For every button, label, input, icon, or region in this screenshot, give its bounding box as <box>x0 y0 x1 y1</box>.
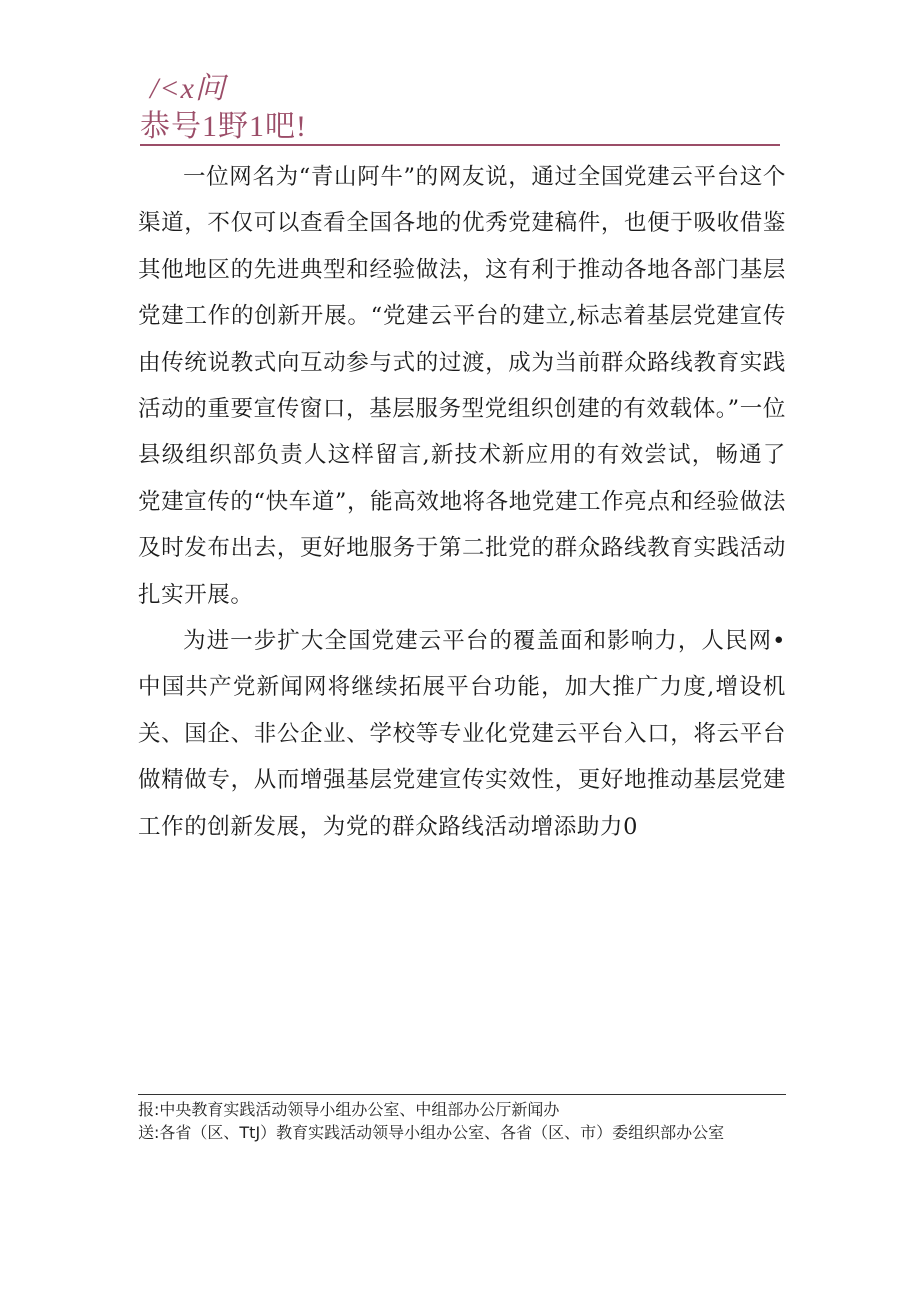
header-divider <box>140 144 780 146</box>
footer-send-text: 各省（区、TtJ）教育实践活动领导小组办公室、各省（区、市）委组织部办公室 <box>159 1123 725 1142</box>
header-title-line1: /<x问 <box>150 72 226 105</box>
footer-send-label: 送: <box>138 1123 160 1142</box>
paragraph-2: 为进一步扩大全国党建云平台的覆盖面和影响力，人民网•中国共产党新闻网将继续拓展平台功能，加大推广力度,增设机关、国企、非公企业、学校等专业化党建云平台入口，将云平台做精做专，从而增强基层党建宣传实效性，更好地推动基层党建工作的创新发展，为党的群众路线活动增添助力0 <box>138 628 786 840</box>
header-title-line2: 恭号1野1吧! <box>140 110 307 143</box>
footer-send-row <box>138 1121 786 1144</box>
footer-divider <box>138 1094 786 1095</box>
document-header <box>140 70 780 146</box>
footer-report-row <box>138 1098 786 1121</box>
paragraph-1: 一位网名为“青山阿牛”的网友说，通过全国党建云平台这个渠道，不仅可以查看全国各地的优秀党建稿件，也便于吸收借鉴其他地区的先进典型和经验做法，这有利于推动各地各部门基层党建工作的创新开展。“党建云平台的建立,标志着基层党建宣传由传统说教式向互动参与式的过渡，成为当前群众路线教育实践活动的重要宣传窗口，基层服务型党组织创建的有效载体。”一位县级组织部负责人这样留言,新技术新应用的有效尝试，畅通了党建宣传的“快车道”，能高效地将各地党建工作亮点和经验做法及时发布出去，更好地服务于第二批党的群众路线教育实践活动扎实开展。 <box>138 164 786 608</box>
document-footer <box>138 1098 786 1144</box>
footer-report-label: 报: <box>138 1100 160 1119</box>
document-body <box>138 154 786 850</box>
footer-report-text: 中央教育实践活动领导小组办公室、中组部办公厅新闻办 <box>159 1100 560 1119</box>
